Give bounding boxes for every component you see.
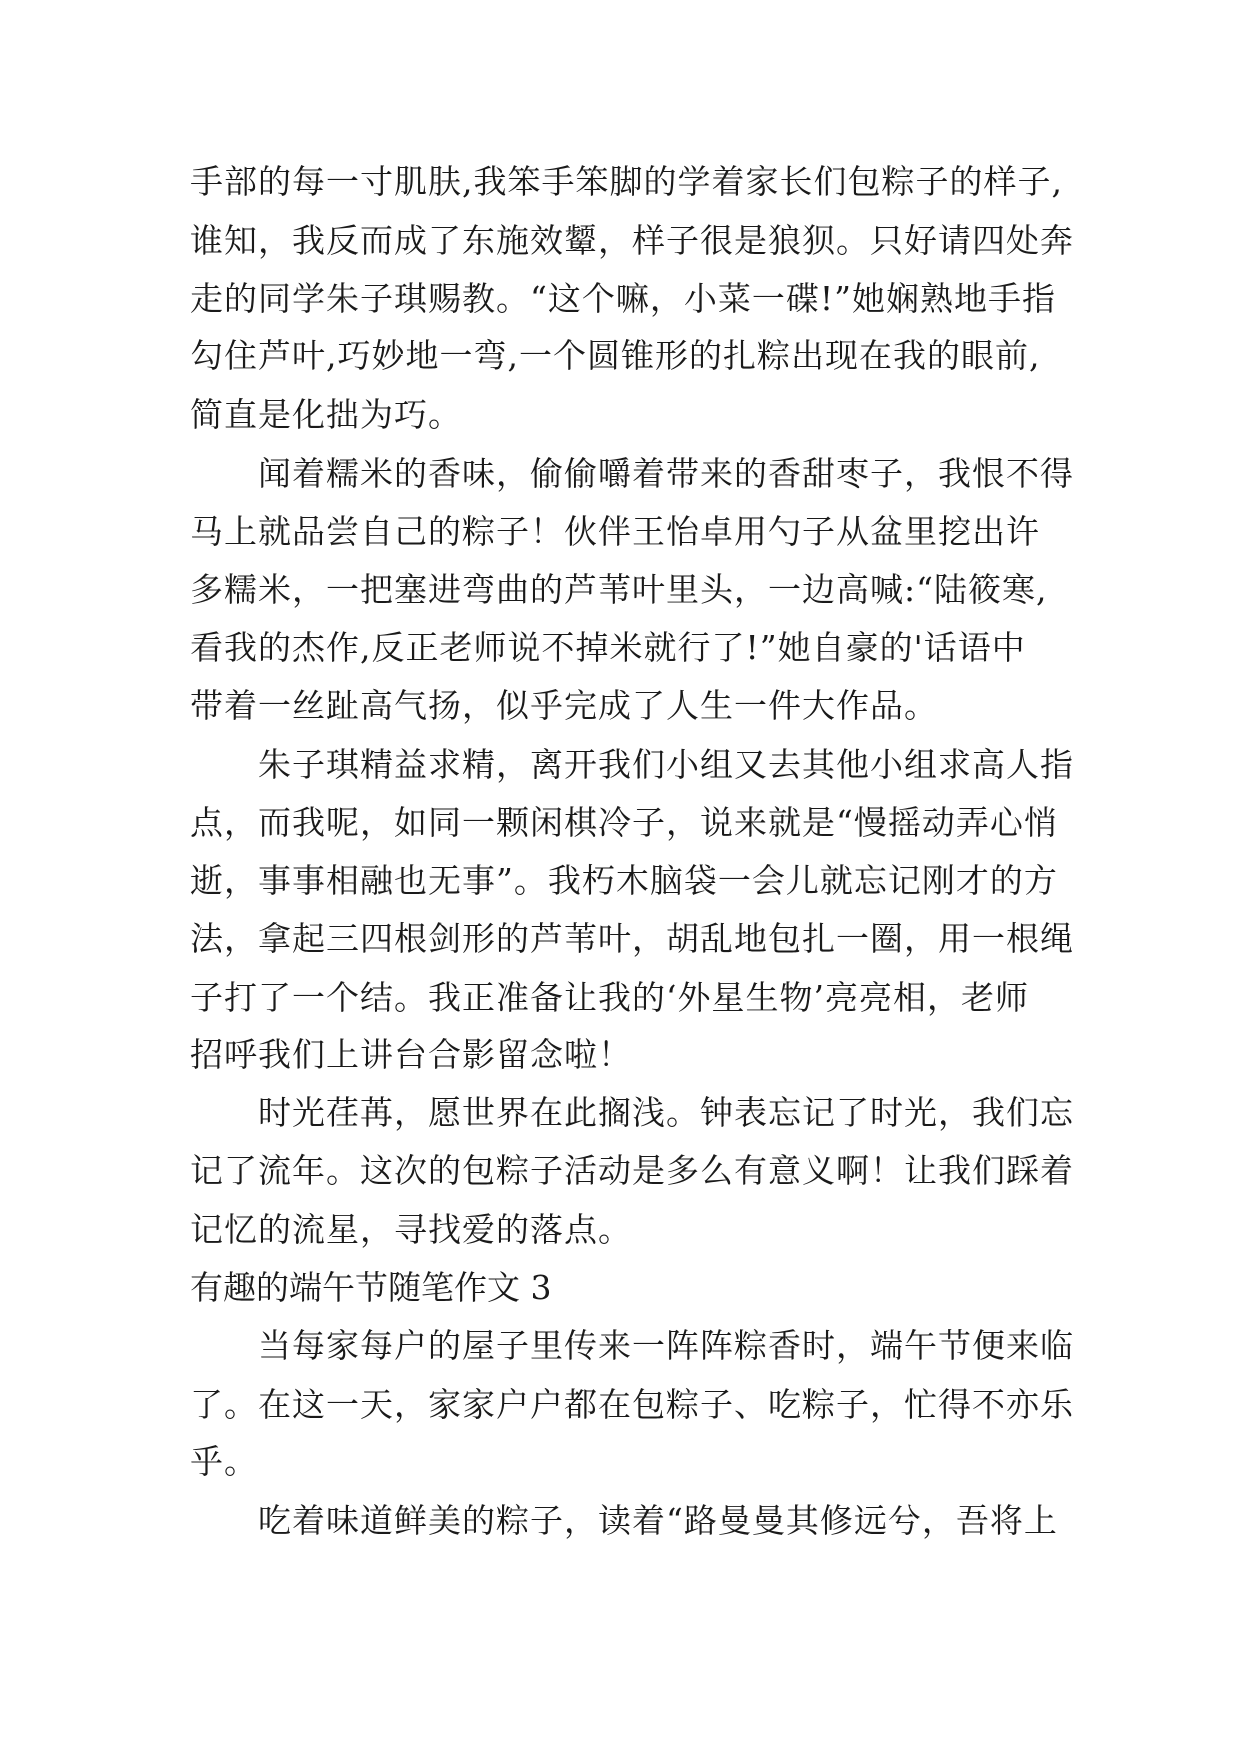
text-line: 逝，事事相融也无事”。我朽木脑袋一会儿就忘记刚才的方 bbox=[190, 861, 1058, 900]
text-line: 多糯米，一把塞进弯曲的芦苇叶里头，一边高喊:“陆筱寒, bbox=[190, 570, 1048, 609]
text-line: 招呼我们上讲台合影留念啦！ bbox=[190, 1035, 632, 1074]
text-line: 乎。 bbox=[190, 1442, 258, 1481]
paragraph-first-line: 吃着味道鲜美的粽子，读着“路曼曼其修远兮，吾将上 bbox=[258, 1501, 1058, 1540]
text-line: 走的同学朱子琪赐教。“这个嘛，小菜一碟!”她娴熟地手指 bbox=[190, 279, 1057, 318]
text-line: 子打了一个结。我正准备让我的‘外星生物’亮亮相，老师 bbox=[190, 978, 1029, 1017]
text-line: 简直是化拙为巧。 bbox=[190, 395, 462, 434]
text-line: 记忆的流星，寻找爱的落点。 bbox=[190, 1210, 632, 1249]
text-line: 了。在这一天，家家户户都在包粽子、吃粽子，忙得不亦乐 bbox=[190, 1385, 1074, 1424]
text-line: 记了流年。这次的包粽子活动是多么有意义啊！让我们踩着 bbox=[190, 1151, 1074, 1190]
text-line: 谁知，我反而成了东施效颦，样子很是狼狈。只好请四处奔 bbox=[190, 221, 1074, 260]
paragraph-first-line: 当每家每户的屋子里传来一阵阵粽香时，端午节便来临 bbox=[258, 1326, 1074, 1365]
text-line: 带着一丝趾高气扬，似乎完成了人生一件大作品。 bbox=[190, 686, 938, 725]
paragraph-first-line: 闻着糯米的香味，偷偷嚼着带来的香甜枣子，我恨不得 bbox=[258, 454, 1074, 493]
paragraph-first-line: 朱子琪精益求精，离开我们小组又去其他小组求高人指 bbox=[258, 745, 1074, 784]
text-line: 勾住芦叶,巧妙地一弯,一个圆锥形的扎粽出现在我的眼前, bbox=[190, 336, 1041, 375]
text-line: 点，而我呢，如同一颗闲棋冷子，说来就是“慢摇动弄心悄 bbox=[190, 803, 1058, 842]
text-line: 手部的每一寸肌肤,我笨手笨脚的学着家长们包粽子的样子, bbox=[190, 162, 1063, 201]
text-line: 马上就品尝自己的粽子！伙伴王怡卓用勺子从盆里挖出许 bbox=[190, 512, 1040, 551]
section-heading: 有趣的端午节随笔作文 3 bbox=[190, 1268, 552, 1307]
paragraph-first-line: 时光荏苒，愿世界在此搁浅。钟表忘记了时光，我们忘 bbox=[258, 1093, 1074, 1132]
text-line: 法，拿起三四根剑形的芦苇叶，胡乱地包扎一圈，用一根绳 bbox=[190, 919, 1074, 958]
text-line: 看我的杰作,反正老师说不掉米就行了!”她自豪的'话语中 bbox=[190, 628, 1026, 667]
